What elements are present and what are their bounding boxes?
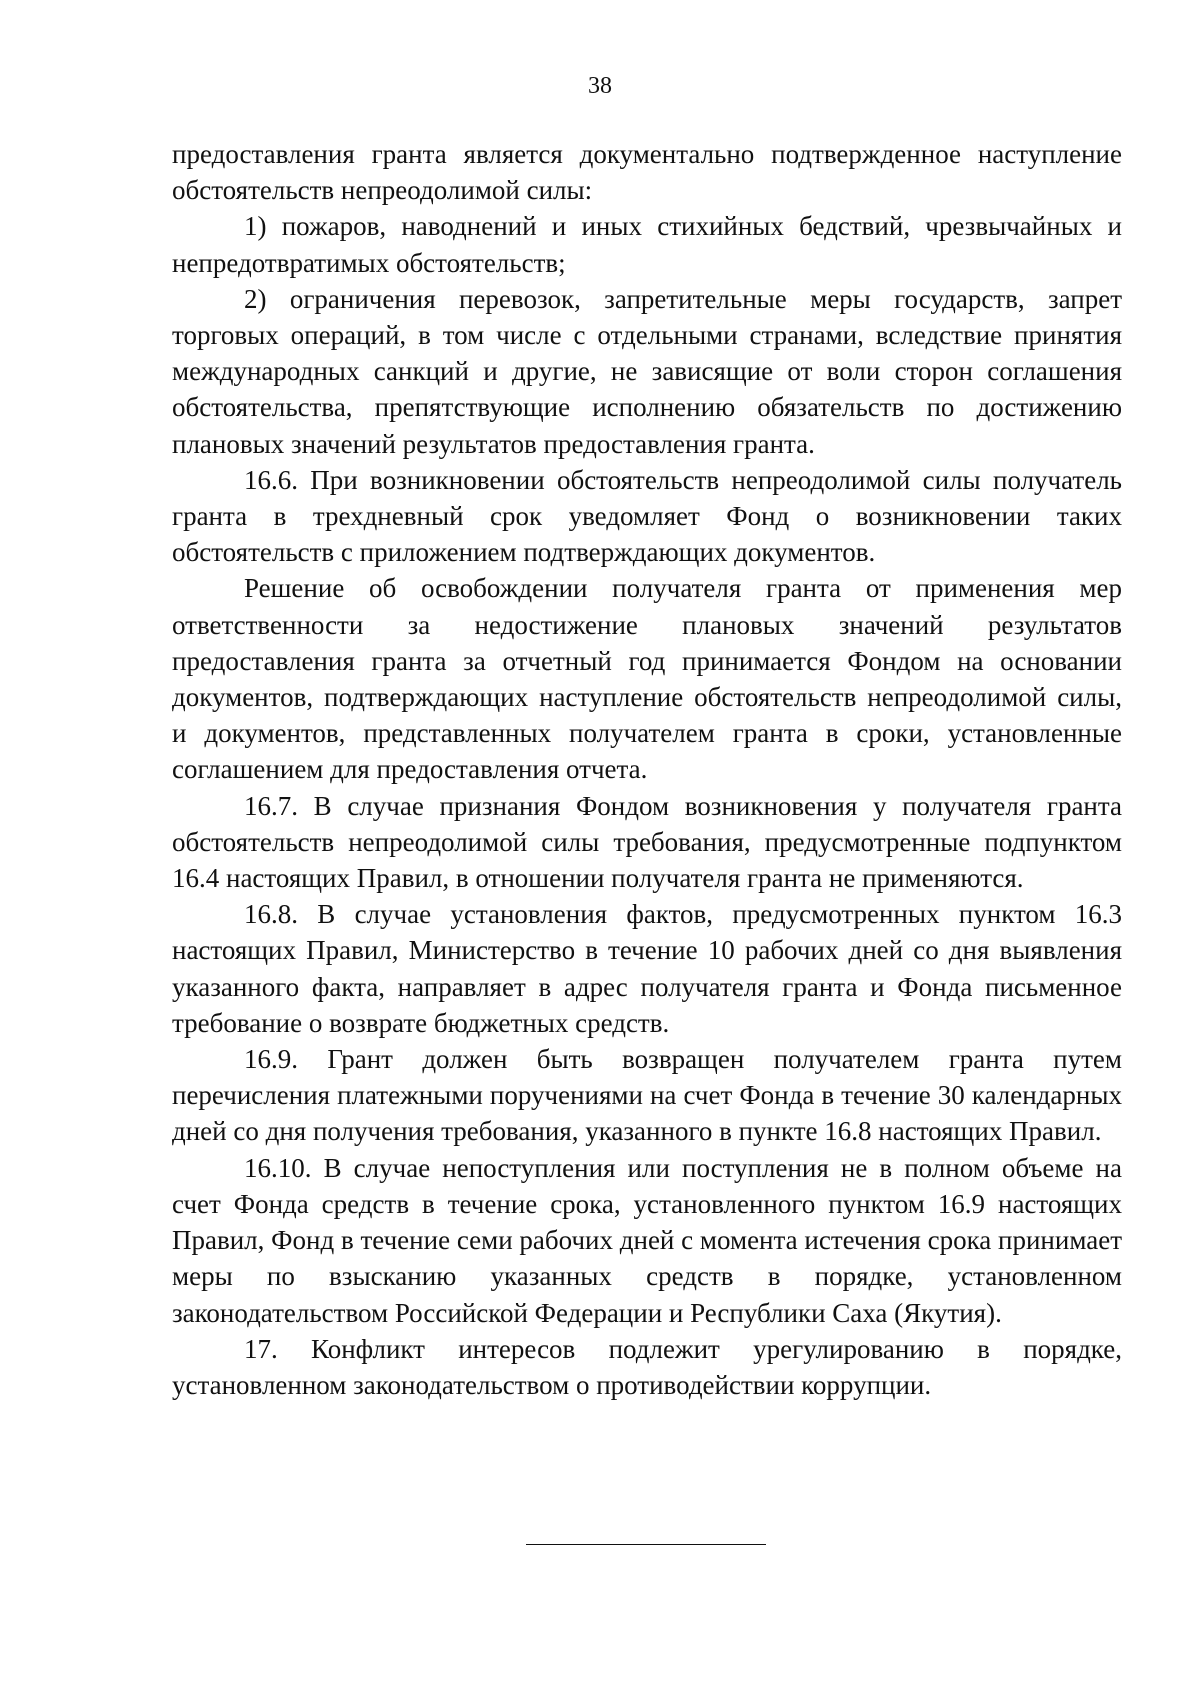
paragraph-16-9: 16.9. Грант должен быть возвращен получателем гранта путем перечисления платежными поручениями на счет Фонда в течение 30 календарных дней со дня получения требования, указанного в пункте 16.8 настоящих Правил. — [172, 1044, 1122, 1147]
paragraph-16-6: 16.6. При возникновении обстоятельств непреодолимой силы получатель гранта в трехдневный срок уведомляет Фонд о возникновении таких обстоятельств с приложением подтверждающих документов. — [172, 464, 1122, 568]
document-body — [172, 136, 1122, 1403]
paragraph-16-6-decision: Решение об освобождении получателя гранта от применения мер ответственности за недостижение плановых значений результатов предоставления гранта за отчетный год принимается Фондом на основании документов, подтверждающих наступление обстоятельств непреодолимой силы, и документов, представленных получателем гранта в сроки, установленные соглашением для предоставления отчета. — [172, 573, 1122, 785]
paragraph-item-2: 2) ограничения перевозок, запретительные меры государств, запрет торговых операций, в том числе с отдельными странами, вследствие принятия международных санкций и другие, не зависящие от воли сторон соглашения обстоятельства, препятствующие исполнению обязательств по достижению плановых значений результатов предоставления гранта. — [172, 283, 1122, 459]
page-number: 38 — [588, 73, 612, 99]
end-of-document-rule — [526, 1544, 766, 1545]
paragraph-continuation: предоставления гранта является документально подтвержденное наступление обстоятельств непреодолимой силы: — [172, 139, 1122, 206]
paragraph-item-1: 1) пожаров, наводнений и иных стихийных бедствий, чрезвычайных и непредотвратимых обстоятельств; — [172, 211, 1122, 278]
paragraph-17: 17. Конфликт интересов подлежит урегулированию в порядке, установленном законодательством о противодействии коррупции. — [172, 1333, 1122, 1400]
paragraph-16-8: 16.8. В случае установления фактов, предусмотренных пунктом 16.3 настоящих Правил, Министерство в течение 10 рабочих дней со дня выявления указанного факта, направляет в адрес получателя гранта и Фонда письменное требование о возврате бюджетных средств. — [172, 899, 1122, 1038]
paragraph-16-7: 16.7. В случае признания Фондом возникновения у получателя гранта обстоятельств непреодолимой силы требования, предусмотренные подпунктом 16.4 настоящих Правил, в отношении получателя гранта не применяются. — [172, 790, 1122, 894]
paragraph-16-10: 16.10. В случае непоступления или поступления не в полном объеме на счет Фонда средств в течение срока, установленного пунктом 16.9 настоящих Правил, Фонд в течение семи рабочих дней с момента истечения срока принимает меры по взысканию указанных средств в порядке, установленном законодательством Российской Федерации и Республики Саха (Якутия). — [172, 1152, 1122, 1328]
